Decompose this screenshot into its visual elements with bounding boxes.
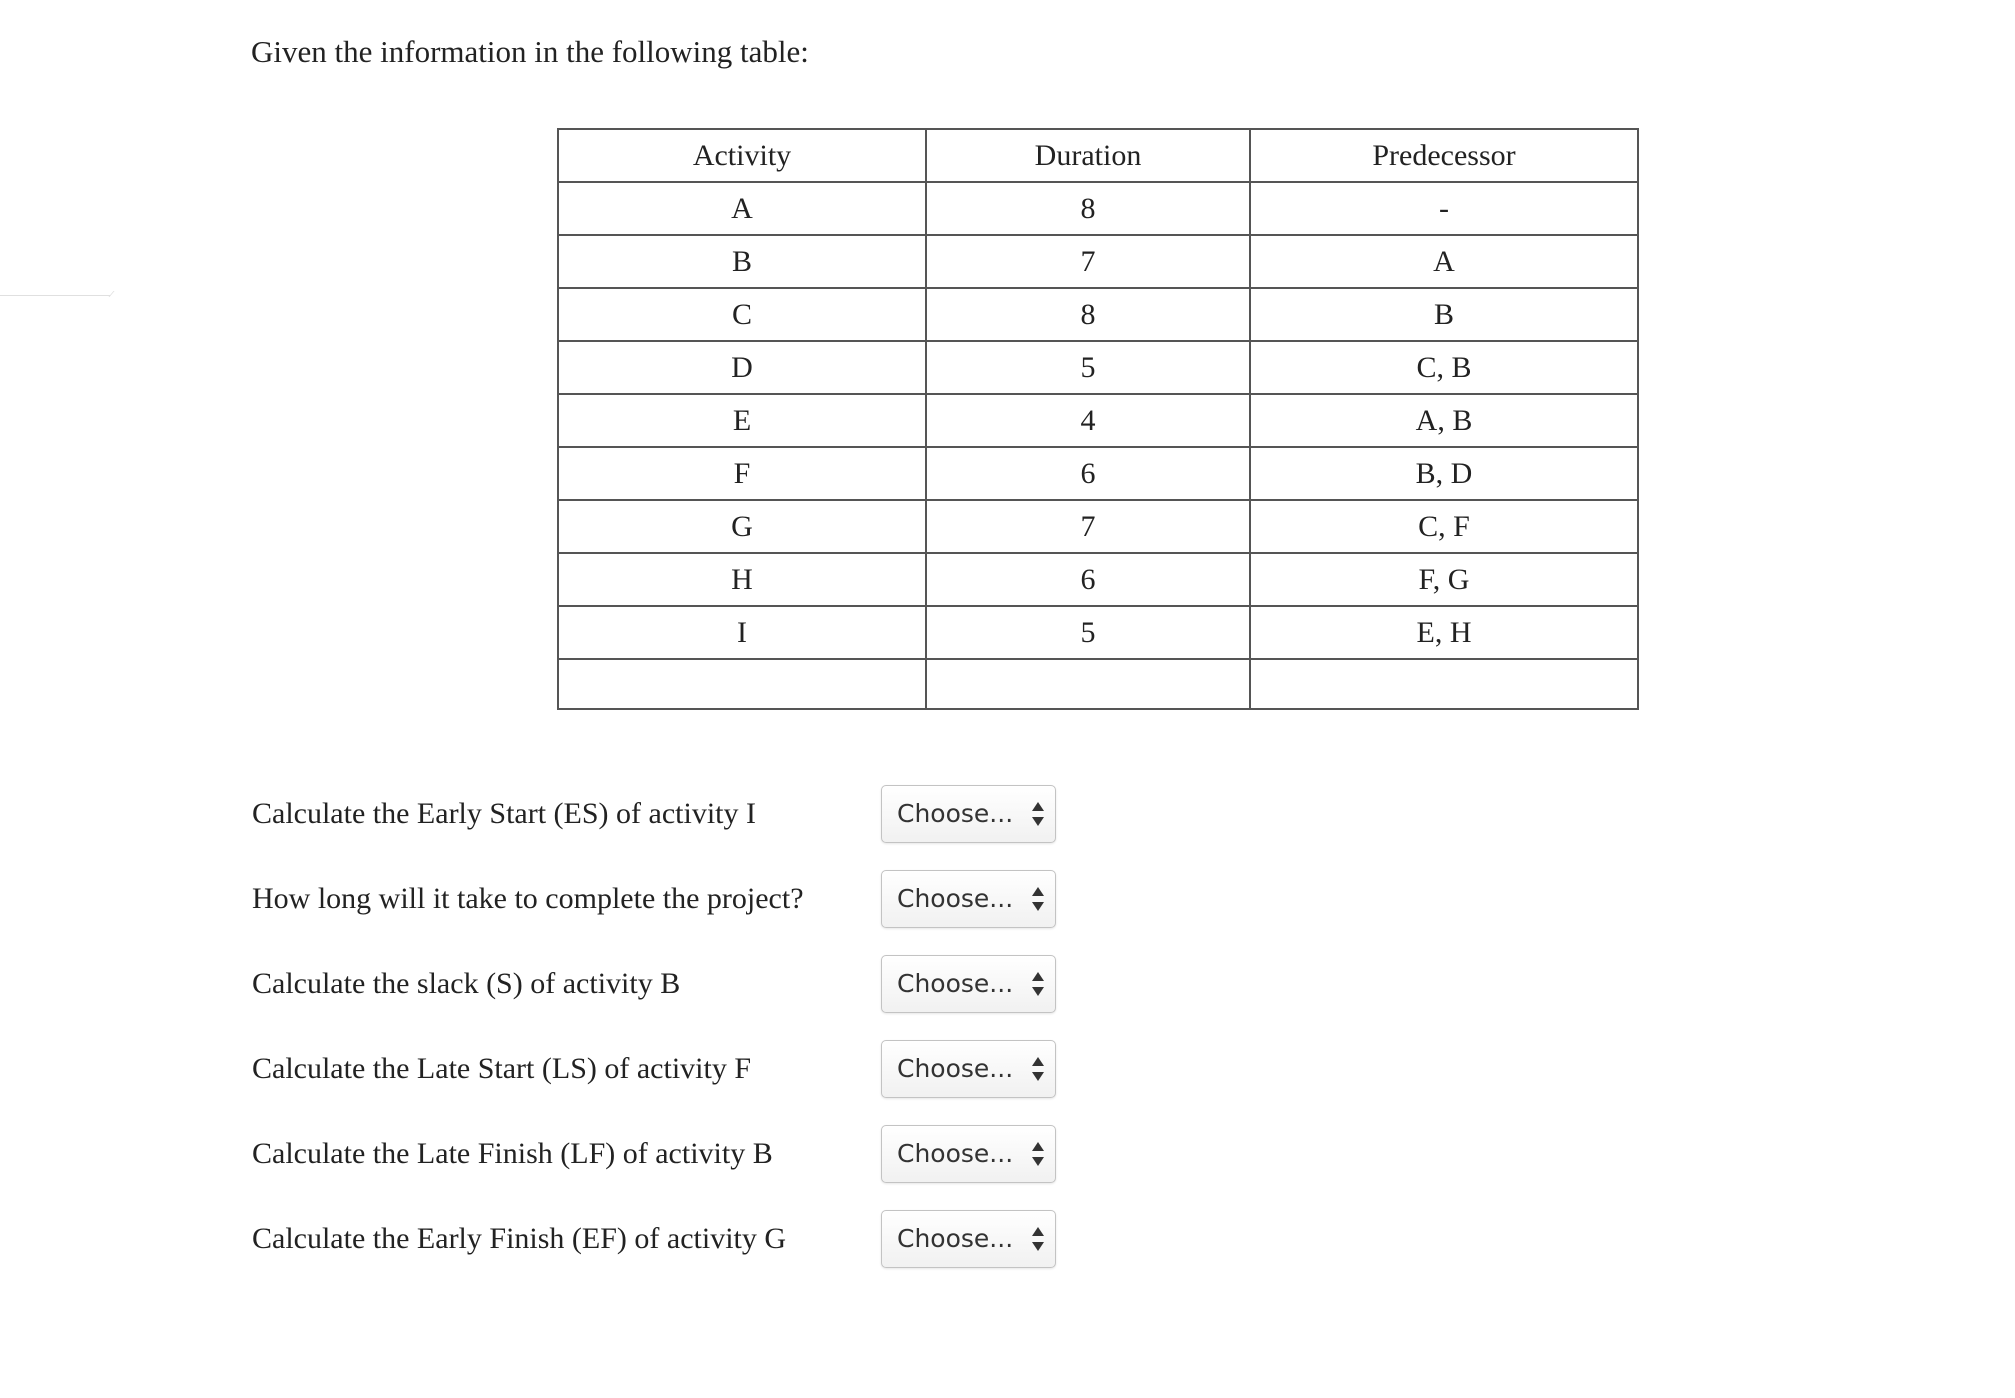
up-down-arrows-icon — [1031, 970, 1045, 998]
cell-activity: I — [558, 606, 926, 659]
up-down-arrows-icon — [1031, 800, 1045, 828]
question-slack-activity-b: Calculate the slack (S) of activity B — [252, 967, 681, 1000]
table-row — [558, 394, 1638, 447]
cell-activity: G — [558, 500, 926, 553]
cell-predecessor: B, D — [1250, 447, 1638, 500]
answer-select-ef-activity-g[interactable] — [881, 1210, 1056, 1268]
up-down-arrows-icon — [1031, 885, 1045, 913]
table-row — [558, 182, 1638, 235]
cell-duration: 4 — [926, 394, 1250, 447]
cell-predecessor: E, H — [1250, 606, 1638, 659]
cell-activity: D — [558, 341, 926, 394]
table-row-empty — [558, 659, 1638, 709]
cell-duration: 8 — [926, 288, 1250, 341]
table-header-row — [558, 129, 1638, 182]
table-row — [558, 606, 1638, 659]
cell-empty — [558, 659, 926, 709]
cell-duration: 6 — [926, 553, 1250, 606]
answer-select-ls-activity-f[interactable] — [881, 1040, 1056, 1098]
question-ef-activity-g: Calculate the Early Finish (EF) of activity G — [252, 1222, 787, 1255]
side-divider — [0, 295, 110, 296]
cell-duration: 7 — [926, 500, 1250, 553]
cell-duration: 6 — [926, 447, 1250, 500]
cell-predecessor: F, G — [1250, 553, 1638, 606]
select-value: Choose... — [897, 1224, 1014, 1253]
table-row — [558, 235, 1638, 288]
cell-activity: H — [558, 553, 926, 606]
select-value: Choose... — [897, 1139, 1014, 1168]
cell-empty — [1250, 659, 1638, 709]
cell-activity: B — [558, 235, 926, 288]
table-row — [558, 288, 1638, 341]
header-activity: Activity — [558, 129, 926, 182]
cell-predecessor: C, B — [1250, 341, 1638, 394]
question-project-duration: How long will it take to complete the project? — [252, 882, 804, 915]
cell-activity: F — [558, 447, 926, 500]
cell-empty — [926, 659, 1250, 709]
answer-select-lf-activity-b[interactable] — [881, 1125, 1056, 1183]
cell-predecessor: A, B — [1250, 394, 1638, 447]
activity-table — [557, 128, 1639, 710]
answer-select-es-activity-i[interactable] — [881, 785, 1056, 843]
cell-activity: C — [558, 288, 926, 341]
cell-duration: 8 — [926, 182, 1250, 235]
question-es-activity-i: Calculate the Early Start (ES) of activity I — [252, 797, 756, 830]
cell-duration: 5 — [926, 606, 1250, 659]
table-row — [558, 553, 1638, 606]
cell-duration: 5 — [926, 341, 1250, 394]
cell-predecessor: - — [1250, 182, 1638, 235]
intro-text: Given the information in the following table: — [251, 34, 809, 69]
select-value: Choose... — [897, 884, 1014, 913]
cell-duration: 7 — [926, 235, 1250, 288]
question-ls-activity-f: Calculate the Late Start (LS) of activity F — [252, 1052, 752, 1085]
table-row — [558, 500, 1638, 553]
header-duration: Duration — [926, 129, 1250, 182]
cell-predecessor: A — [1250, 235, 1638, 288]
answer-select-slack-activity-b[interactable] — [881, 955, 1056, 1013]
up-down-arrows-icon — [1031, 1140, 1045, 1168]
table-row — [558, 447, 1638, 500]
select-value: Choose... — [897, 1054, 1014, 1083]
cell-activity: A — [558, 182, 926, 235]
cell-predecessor: C, F — [1250, 500, 1638, 553]
answer-select-project-duration[interactable] — [881, 870, 1056, 928]
select-value: Choose... — [897, 969, 1014, 998]
header-predecessor: Predecessor — [1250, 129, 1638, 182]
up-down-arrows-icon — [1031, 1225, 1045, 1253]
table-row — [558, 341, 1638, 394]
question-lf-activity-b: Calculate the Late Finish (LF) of activity B — [252, 1137, 773, 1170]
cell-predecessor: B — [1250, 288, 1638, 341]
select-value: Choose... — [897, 799, 1014, 828]
cell-activity: E — [558, 394, 926, 447]
up-down-arrows-icon — [1031, 1055, 1045, 1083]
